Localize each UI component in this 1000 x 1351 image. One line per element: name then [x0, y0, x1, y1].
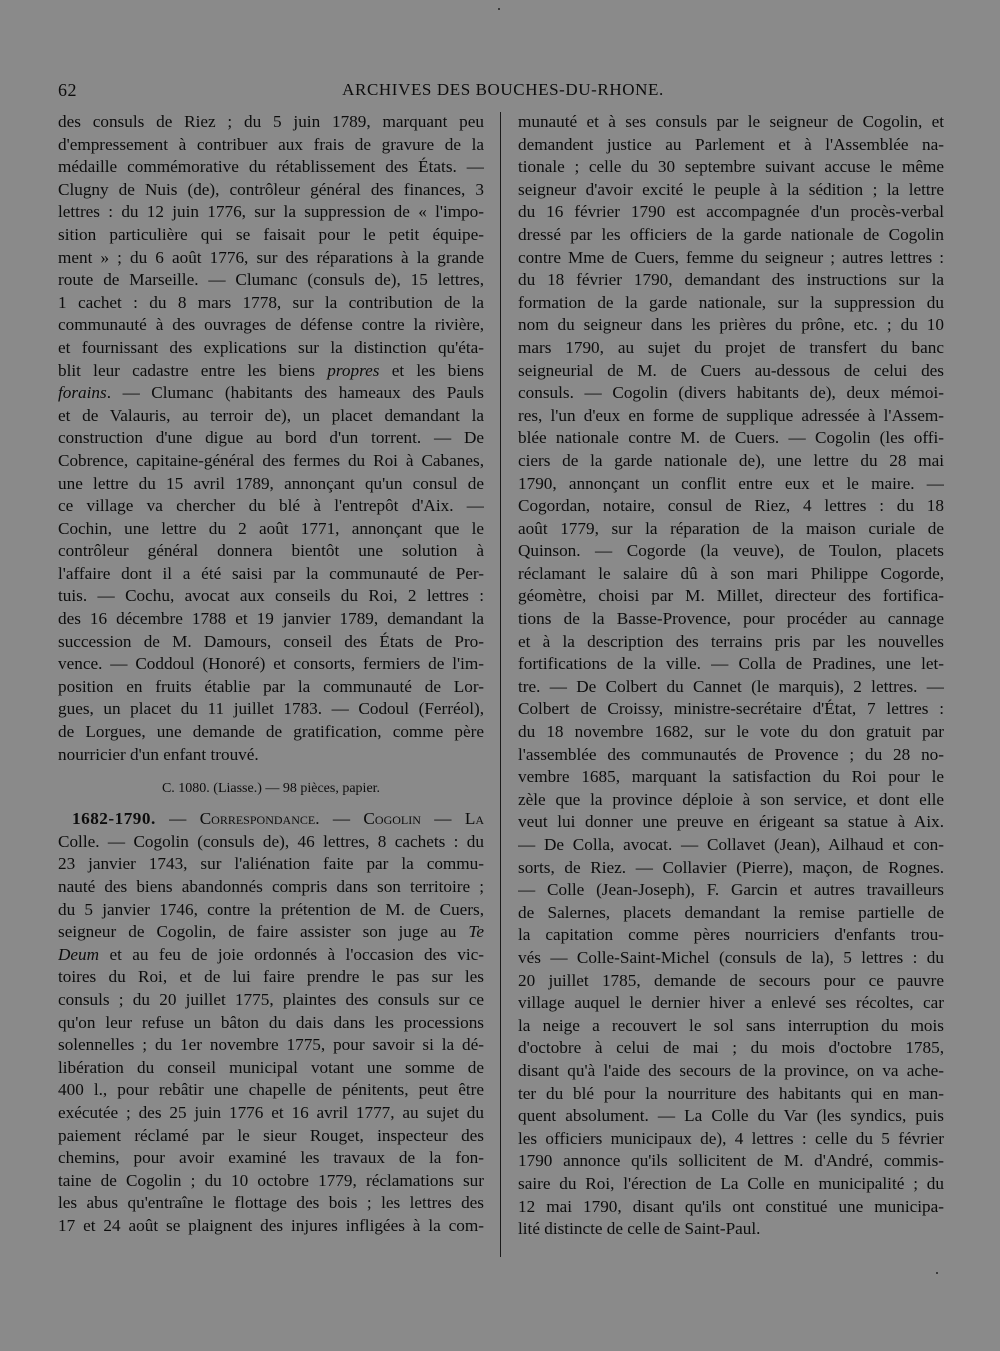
- text-line: Cogordan, notaire, consul de Riez, 4 lettres : du 18: [518, 496, 944, 516]
- text-line: Colbert de Croissy, ministre-secrétaire d'État, 7 lettres :: [518, 699, 944, 719]
- text-line: [58, 382, 484, 405]
- text-line: sition particulière qui se faisait pour le petit équipe-: [58, 224, 484, 244]
- running-head: ARCHIVES DES BOUCHES-DU-RHONE.: [342, 80, 664, 99]
- text-line: des 16 décembre 1788 et 19 janvier 1789, demandant la: [58, 609, 484, 629]
- page-header: [58, 80, 948, 104]
- text-line: route de Marseille. — Clumanc (consuls de), 15 lettres,: [58, 270, 484, 290]
- text-line: paiement réclamé par le sieur Rouget, inspecteur des: [58, 1125, 484, 1145]
- text-line: 12 mai 1790, disant qu'ils ont constitué une municipa-: [518, 1196, 944, 1216]
- text-line: géomètre, choisi par M. Millet, directeur des fortifica-: [518, 586, 944, 606]
- text-line: du 18 novembre 1682, sur le vote du don gratuit par: [518, 722, 944, 742]
- text-line: contre Mme de Cuers, femme du seigneur ; autres lettres :: [518, 247, 944, 267]
- text-line: construction d'une digue au bord d'un torrent. — De: [58, 428, 484, 448]
- text-fragment: . — Clumanc (habitants des hameaux des Pauls: [106, 383, 484, 403]
- text-line: succession de M. Damours, conseil des États de Pro-: [58, 631, 484, 651]
- text-line: fortifications de la ville. — Colla de Pradines, une let-: [518, 654, 944, 674]
- text-line: formation de la garde nationale, sur la suppression du: [518, 292, 944, 312]
- column-divider: [500, 112, 501, 1257]
- text-line: de Lorgues, une demande de gratification, comme père: [58, 722, 484, 742]
- page-number: 62: [58, 80, 77, 100]
- text-line: août 1779, sur la réparation de la maison curiale de: [518, 518, 944, 538]
- text-line: ce village va chercher du blé à l'entrepôt d'Aix. —: [58, 496, 484, 516]
- text-line: et de Valauris, au terroir de), un placet demandant la: [58, 405, 484, 425]
- text-line: une lettre du 15 avril 1789, annonçant qu'un consul de: [58, 473, 484, 493]
- entry-dates: 1682-1790.: [72, 809, 156, 829]
- text-line: et à la description des terrains pris par les nouvelles: [518, 631, 944, 651]
- text-line: chemins, pour avoir examiné les travaux de la fon-: [58, 1148, 484, 1168]
- text-line: zèle que la province déploie à son service, et dont elle: [518, 789, 944, 809]
- text-line: res, l'un d'eux en forme de supplique adressée à l'Assem-: [518, 405, 944, 425]
- text-line: consuls ; du 20 juillet 1775, plaintes des consuls sur ce: [58, 989, 484, 1009]
- text-line: saire du Roi, l'érection de La Colle en municipalité ; du: [518, 1173, 944, 1193]
- text-line: solennelles ; du 1er novembre 1775, pour savoir si la dé-: [58, 1035, 484, 1055]
- text-line: ment » ; du 6 août 1776, sur des réparations à la grande: [58, 247, 484, 267]
- text-line: seigneur d'avoir excité le peuple à la sédition ; la lettre: [518, 179, 944, 199]
- text-line: tre. — De Colbert du Cannet (le marquis), 2 lettres. —: [518, 676, 944, 696]
- text-line: nourricier d'un enfant trouvé.: [58, 744, 259, 764]
- text-fragment: blit leur cadastre entre les biens: [58, 360, 315, 380]
- text-line: l'assemblée des communautés de Provence ; du 28 no-: [518, 744, 944, 764]
- text-line: quent absolument. — La Colle du Var (les syndics, puis: [518, 1106, 944, 1126]
- text-line: de Salernes, placets demandant la remise partielle de: [518, 902, 944, 922]
- text-line: Clugny de Nuis (de), contrôleur général des finances, 3: [58, 179, 484, 199]
- text-line: qu'on leur refuse un bâton du dais dans les processions: [58, 1012, 484, 1032]
- text-line: mars 1790, au sujet du projet de transfert du banc: [518, 337, 944, 357]
- text-line: [58, 360, 484, 383]
- text-line: demandent justice au Parlement et à l'Assemblée na-: [518, 134, 944, 154]
- text-line: nauté des biens abandonnés compris dans son territoire ;: [58, 877, 484, 896]
- text-line: vembre 1685, marquant la satisfaction du Roi pour le: [518, 767, 944, 787]
- text-line: vence. — Coddoul (Honoré) et consorts, fermiers de l'im-: [58, 654, 484, 674]
- right-column: [518, 111, 944, 1241]
- text-line: blée nationale contre M. de Cuers. — Cogolin (les offi-: [518, 428, 944, 448]
- text-line: d'octobre à celui de mai ; du mois d'octobre 1785,: [518, 1038, 944, 1058]
- text-line: réclamant le salaire dû à son mari Philippe Cogorde,: [518, 563, 944, 583]
- text-fragment: et les biens: [379, 360, 484, 380]
- text-line: tuis. — Cochu, avocat aux conseils du Roi, 2 lettres :: [58, 586, 484, 606]
- archive-cote: C. 1080. (Liasse.) — 98 pièces, papier.: [161, 781, 381, 797]
- text-line: [58, 921, 484, 944]
- text-line: les abus qu'entraîne le flottage des bois ; les lettres des: [58, 1193, 484, 1213]
- text-line: ter du blé pour la nourriture des habitants qui en man-: [518, 1083, 944, 1103]
- text-line: tionale ; celle du 30 septembre suivant accuse le même: [518, 157, 944, 177]
- text-line: Colle. — Cogolin (consuls de), 46 lettres, 8 cachets : du: [58, 831, 484, 851]
- text-line: gues, un placet du 11 juillet 1783. — Codoul (Ferréol),: [58, 699, 484, 719]
- text-line: exécutée ; des 25 juin 1776 et 16 avril 1777, au sujet du: [58, 1102, 484, 1122]
- text-line: du 5 janvier 1746, contre la prétention de M. de Cuers,: [58, 899, 484, 919]
- text-line: lité distincte de celle de Saint-Paul.: [518, 1219, 761, 1239]
- text-line: 20 juillet 1785, demande de secours pour ce pauvre: [518, 970, 944, 990]
- text-line: du 18 février 1790, demandant des instructions sur la: [518, 270, 944, 290]
- left-column: [58, 111, 484, 1238]
- text-line: tions de la Basse-Provence, pour procéder au cannage: [518, 609, 944, 629]
- scan-speck: [498, 8, 500, 10]
- text-line: disant qu'à l'aide des secours de la province, on va ache-: [518, 1060, 944, 1080]
- text-line: — Colle (Jean-Joseph), F. Garcin et autres travailleurs: [518, 880, 944, 900]
- text-line: ciers de la garde nationale de), une lettre du 28 mai: [518, 450, 944, 470]
- text-line: position en fruits établie par la communauté de Lor-: [58, 676, 484, 696]
- text-line: toires du Roi, et de lui faire prendre le pas sur les: [58, 967, 484, 987]
- text-line: 1790 annonce qu'ils sollicitent de M. d'André, commis-: [518, 1151, 944, 1171]
- text-line: — De Colla, avocat. — Collavet (Jean), Ailhaud et con-: [518, 835, 944, 854]
- text-line: Quinson. — Cogorde (la veuve), de Toulon, placets: [518, 541, 944, 561]
- italic-term: forains: [58, 383, 107, 403]
- text-line: veut lui donner une preuve en érigeant sa statue à Aix.: [518, 812, 944, 832]
- text-line: Cobrence, capitaine-général des fermes du Roi à Cabanes,: [58, 450, 484, 470]
- text-line: dressé par les officiers de la garde nationale de Cogolin: [518, 224, 944, 244]
- entry-heading: — Correspondance. — Cogolin — La: [155, 809, 484, 829]
- text-line: seigneurial de M. de Cuers au-dessous de celui des: [518, 360, 944, 380]
- scan-speck: [936, 1272, 938, 1274]
- italic-term: Deum: [58, 944, 100, 964]
- text-line: munauté et à ses consuls par le seigneur de Cogolin, et: [518, 112, 944, 131]
- text-line: 23 janvier 1743, sur l'aliénation faite par la commu-: [58, 854, 484, 874]
- entry-heading-line: [58, 808, 484, 831]
- text-line: village auquel le dernier hiver a enlevé ses récoltes, car: [518, 993, 944, 1013]
- italic-term: Te: [468, 922, 484, 942]
- text-line: des consuls de Riez ; du 5 juin 1789, marquant peu: [58, 112, 484, 131]
- text-fragment: et au feu de joie ordonnés à l'occasion des vic-: [99, 944, 484, 964]
- text-line: du 16 février 1790 est accompagnée d'un procès-verbal: [518, 202, 944, 222]
- text-line: la capitation comme pères nourriciers d'enfants trou-: [518, 925, 944, 945]
- text-line: [58, 944, 484, 967]
- text-line: 17 et 24 août se plaignent des injures infligées à la com-: [58, 1215, 484, 1235]
- text-line: les officiers municipaux de), 4 lettres : celle du 5 février: [518, 1128, 944, 1148]
- text-line: nom du seigneur dans les prières du prône, etc. ; du 10: [518, 315, 944, 335]
- italic-term: propres: [327, 360, 380, 380]
- text-line: vés — Colle-Saint-Michel (consuls de la), 5 lettres : du: [518, 947, 944, 967]
- text-line: l'affaire dont il a été saisi par la communauté de Per-: [58, 563, 484, 583]
- text-line: contrôleur général donnera bientôt une solution à: [58, 541, 484, 561]
- text-line: libération du conseil municipal votant une somme de: [58, 1057, 484, 1077]
- text-line: 1790, annonçant un conflit entre eux et le maire. —: [518, 473, 944, 493]
- text-line: taine de Cogolin ; du 10 octobre 1779, réclamations sur: [58, 1170, 484, 1190]
- text-line: lettres : du 12 juin 1776, sur la suppression de « l'impo-: [58, 202, 484, 222]
- text-line: consuls. — Cogolin (divers habitants de), deux mémoi-: [518, 383, 944, 403]
- text-line: 400 l., pour rebâtir une chapelle de pénitents, peut être: [58, 1080, 484, 1100]
- text-line: 1 cachet : du 8 mars 1778, sur la contribution de la: [58, 292, 484, 312]
- text-line: d'empressement à contribuer aux frais de gravure de la: [58, 134, 484, 154]
- text-line: Cochin, une lettre du 2 août 1771, annonçant que le: [58, 518, 484, 538]
- text-line: communauté à des ouvrages de défense contre la rivière,: [58, 315, 484, 335]
- text-line: la neige a recouvert le sol sans interruption du mois: [518, 1015, 944, 1035]
- text-line: sorts, de Riez. — Collavier (Pierre), maçon, de Rognes.: [518, 857, 944, 877]
- text-fragment: seigneur de Cogolin, de faire assister son juge au: [58, 922, 469, 942]
- text-line: et fournissant des explications sur la distinction qu'éta-: [58, 337, 484, 357]
- text-line: médaille commémorative du rétablissement des États. —: [58, 157, 484, 177]
